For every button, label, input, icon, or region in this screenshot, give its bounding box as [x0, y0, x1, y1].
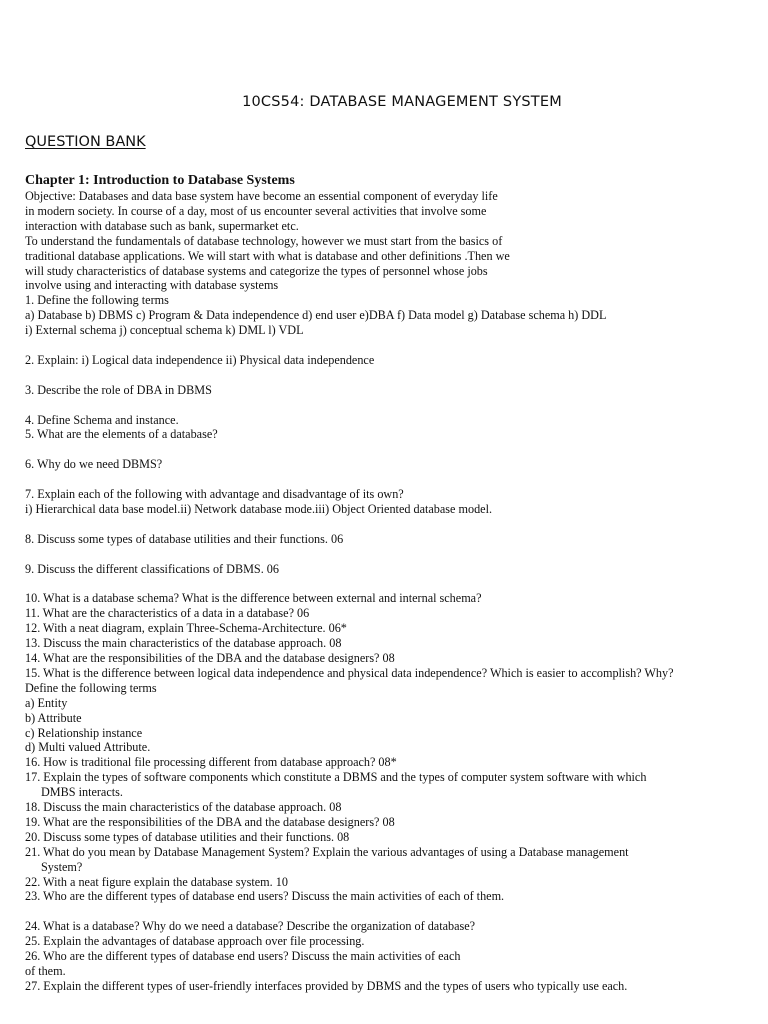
document-title: 10CS54: DATABASE MANAGEMENT SYSTEM	[242, 94, 562, 110]
question-item: 13. Discuss the main characteristics of the database approach. 08	[25, 636, 342, 651]
objective-line: Objective: Databases and data base system have become an essential component of everyday life	[25, 189, 498, 203]
question-item: 17. Explain the types of software components which constitute a DBMS and the types of computer system software with which	[25, 770, 647, 785]
question-bank-heading: QUESTION BANK	[25, 134, 146, 150]
question-item: 20. Discuss some types of database utilities and their functions. 08	[25, 829, 350, 844]
question-item: 1. Define the following terms	[25, 293, 169, 308]
document-body	[25, 173, 760, 994]
question-item: 7. Explain each of the following with advantage and disadvantage of its own?	[25, 487, 404, 502]
question-item: 16. How is traditional file processing different from database approach? 08*	[25, 755, 397, 770]
question-item: 9. Discuss the different classifications of DBMS. 06	[25, 561, 279, 576]
objective-line: traditional database applications. We will start with what is database and other definitions .Then we	[25, 248, 510, 263]
question-item: 21. What do you mean by Database Management System? Explain the various advantages of using a Database management	[25, 844, 629, 859]
question-item: 12. With a neat diagram, explain Three-Schema-Architecture. 06*	[25, 621, 347, 636]
question-item: 2. Explain: i) Logical data independence ii) Physical data independence	[25, 352, 375, 367]
question-item: System?	[41, 859, 83, 874]
question-item: 8. Discuss some types of database utilities and their functions. 06	[25, 531, 344, 546]
question-item: 25. Explain the advantages of database approach over file processing.	[25, 934, 365, 949]
objective-line: To understand the fundamentals of database technology, however we must start from the basics of	[25, 233, 503, 248]
question-item: d) Multi valued Attribute.	[25, 740, 151, 755]
objective-line: will study characteristics of database systems and categorize the types of personnel whose jobs	[25, 263, 488, 278]
question-item: 4. Define Schema and instance.	[25, 412, 179, 427]
question-item: 5. What are the elements of a database?	[25, 427, 218, 442]
question-item: 19. What are the responsibilities of the DBA and the database designers? 08	[25, 814, 395, 829]
question-item: a) Entity	[25, 695, 68, 710]
chapter-heading: Chapter 1: Introduction to Database Systems	[25, 173, 295, 188]
question-item: DMBS interacts.	[41, 785, 123, 800]
question-item: b) Attribute	[25, 710, 82, 725]
question-item: 11. What are the characteristics of a data in a database? 06	[25, 606, 310, 621]
question-list	[25, 293, 760, 993]
question-item: Define the following terms	[25, 680, 157, 695]
question-item: 23. Who are the different types of database end users? Discuss the main activities of each of them.	[25, 889, 505, 904]
question-item: of them.	[25, 963, 66, 978]
question-item: c) Relationship instance	[25, 725, 143, 740]
question-item: a) Database b) DBMS c) Program & Data independence d) end user e)DBA f) Data model g) Database schema h) DDL	[25, 308, 607, 323]
objective-line: involve using and interacting with database systems	[25, 278, 279, 293]
objective-line: interaction with database such as bank, supermarket etc.	[25, 218, 299, 233]
question-item: 10. What is a database schema? What is the difference between external and internal schema?	[25, 591, 482, 606]
question-item: 6. Why do we need DBMS?	[25, 457, 163, 472]
objective-line: in modern society. In course of a day, most of us encounter several activities that involve some	[25, 203, 487, 218]
question-item: 14. What are the responsibilities of the DBA and the database designers? 08	[25, 650, 395, 665]
question-item: 24. What is a database? Why do we need a database? Describe the organization of database?	[25, 919, 476, 934]
question-item: 18. Discuss the main characteristics of the database approach. 08	[25, 800, 342, 815]
question-item: 26. Who are the different types of database end users? Discuss the main activities of each	[25, 949, 461, 964]
objective-paragraph	[25, 189, 760, 293]
question-item: 3. Describe the role of DBA in DBMS	[25, 382, 212, 397]
question-item: 15. What is the difference between logical data independence and physical data independence? Which is easier to accomplish? Why?	[25, 665, 674, 680]
question-item: 27. Explain the different types of user-friendly interfaces provided by DBMS and the types of users who typically use each.	[25, 978, 628, 993]
question-item: 22. With a neat figure explain the database system. 10	[25, 874, 288, 889]
question-item: i) Hierarchical data base model.ii) Network database mode.iii) Object Oriented database model.	[25, 501, 492, 516]
question-item: i) External schema j) conceptual schema k) DML l) VDL	[25, 323, 304, 338]
